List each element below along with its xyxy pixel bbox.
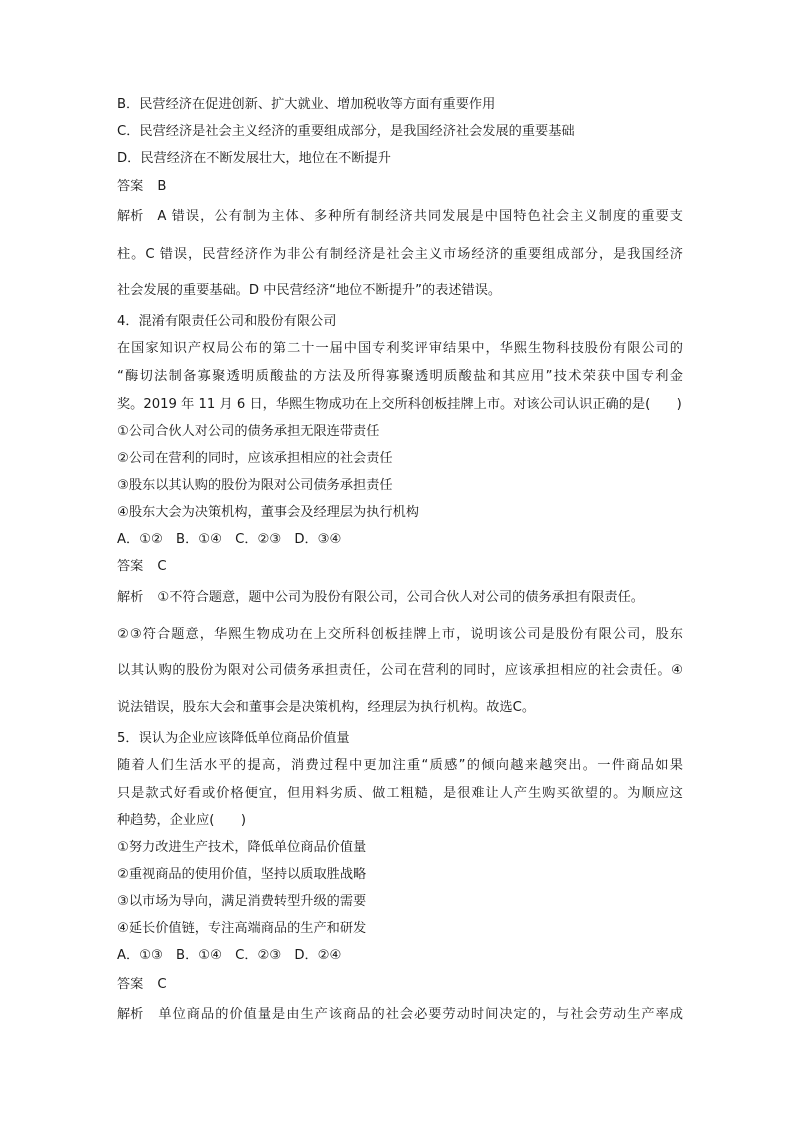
analysis-label: 解析 [117,590,144,605]
answer-value: C [157,559,167,574]
q5-item-1: ①努力改进生产技术，降低单位商品价值量 [117,840,367,855]
analysis-label: 解析 [117,209,144,224]
q5-options: A．①③ B．①④ C．②③ D．②④ [117,948,342,963]
q3-option-c: C．民营经济是社会主义经济的重要组成部分，是我国经济社会发展的重要基础 [117,124,575,139]
q4-item-4: ④股东大会为决策机构，董事会及经理层为执行机构 [117,505,419,520]
q4-options: A．①② B．①④ C．②③ D．③④ [117,532,342,547]
q5-item-4: ④延长价值链，专注高端商品的生产和研发 [117,921,367,936]
q3-answer [117,178,683,196]
q5-stem-line-1: 随着人们生活水平的提高，消费过程中更加注重“质感”的倾向越来越突出。一件商品如果 [117,758,683,773]
analysis-text: A 错误，公有制为主体、多种所有制经济共同发展是中国特色社会主义制度的重要支 [157,209,683,224]
answer-value: B [157,179,167,194]
q5-title: 5．误认为企业应该降低单位商品价值量 [117,731,350,746]
q5-item-2: ②重视商品的使用价值，坚持以质取胜战略 [117,867,367,882]
q4-stem-line-2: “酶切法制备寡聚透明质酸盐的方法及所得寡聚透明质酸盐和其应用”技术荣获中国专利金 [117,369,683,384]
q3-analysis-line-3: 社会发展的重要基础。D 中民营经济“地位不断提升”的表述错误。 [117,283,502,298]
analysis-label: 解析 [117,1007,144,1022]
q3-analysis-line-2: 柱。C 错误，民营经济作为非公有制经济是社会主义市场经济的重要组成部分，是我国经济 [117,247,683,262]
q5-item-3: ③以市场为导向，满足消费转型升级的需要 [117,894,367,909]
q3-option-d: D．民营经济在不断发展壮大，地位在不断提升 [117,151,391,166]
q5-answer [117,976,683,994]
q4-item-2: ②公司在营利的同时，应该承担相应的社会责任 [117,451,393,466]
answer-value: C [157,977,167,992]
q3-analysis-line-1 [117,208,683,226]
q4-item-3: ③股东以其认购的股份为限对公司债务承担责任 [117,478,393,493]
q3-option-b: B．民营经济在促进创新、扩大就业、增加税收等方面有重要作用 [117,97,496,112]
q4-stem-line-1: 在国家知识产权局公布的第二十一届中国专利奖评审结果中，华熙生物科技股份有限公司的 [117,341,683,356]
q4-analysis-line-4: 说法错误，股东大会和董事会是决策机构，经理层为执行机构。故选C。 [117,700,536,715]
q4-answer [117,558,683,576]
q4-item-1: ①公司合伙人对公司的债务承担无限连带责任 [117,424,380,439]
answer-label: 答案 [117,179,144,194]
analysis-text: 单位商品的价值量是由生产该商品的社会必要劳动时间决定的，与社会劳动生产率成 [157,1007,683,1022]
answer-label: 答案 [117,559,144,574]
q5-analysis-line-1 [117,1006,683,1024]
answer-label: 答案 [117,977,144,992]
analysis-text: ①不符合题意，题中公司为股份有限公司，公司合伙人对公司的债务承担有限责任。 [157,590,644,605]
q4-analysis-line-1 [117,589,683,607]
q5-stem-line-2: 只是款式好看或价格便宜，但用料劣质、做工粗糙，是很难让人产生购买欲望的。为顺应这 [117,786,683,801]
q5-stem-line-3: 种趋势，企业应( ) [117,813,246,828]
q4-title: 4．混淆有限责任公司和股份有限公司 [117,314,337,329]
q4-analysis-line-2: ②③符合题意，华熙生物成功在上交所科创板挂牌上市，说明该公司是股份有限公司，股东 [117,627,683,642]
q4-stem-line-3: 奖。2019 年 11 月 6 日，华熙生物成功在上交所科创板挂牌上市。对该公司认识正确的是( ) [117,397,682,412]
q4-analysis-line-3: 以其认购的股份为限对公司债务承担责任，公司在营利的同时，应该承担相应的社会责任。④ [117,663,683,678]
